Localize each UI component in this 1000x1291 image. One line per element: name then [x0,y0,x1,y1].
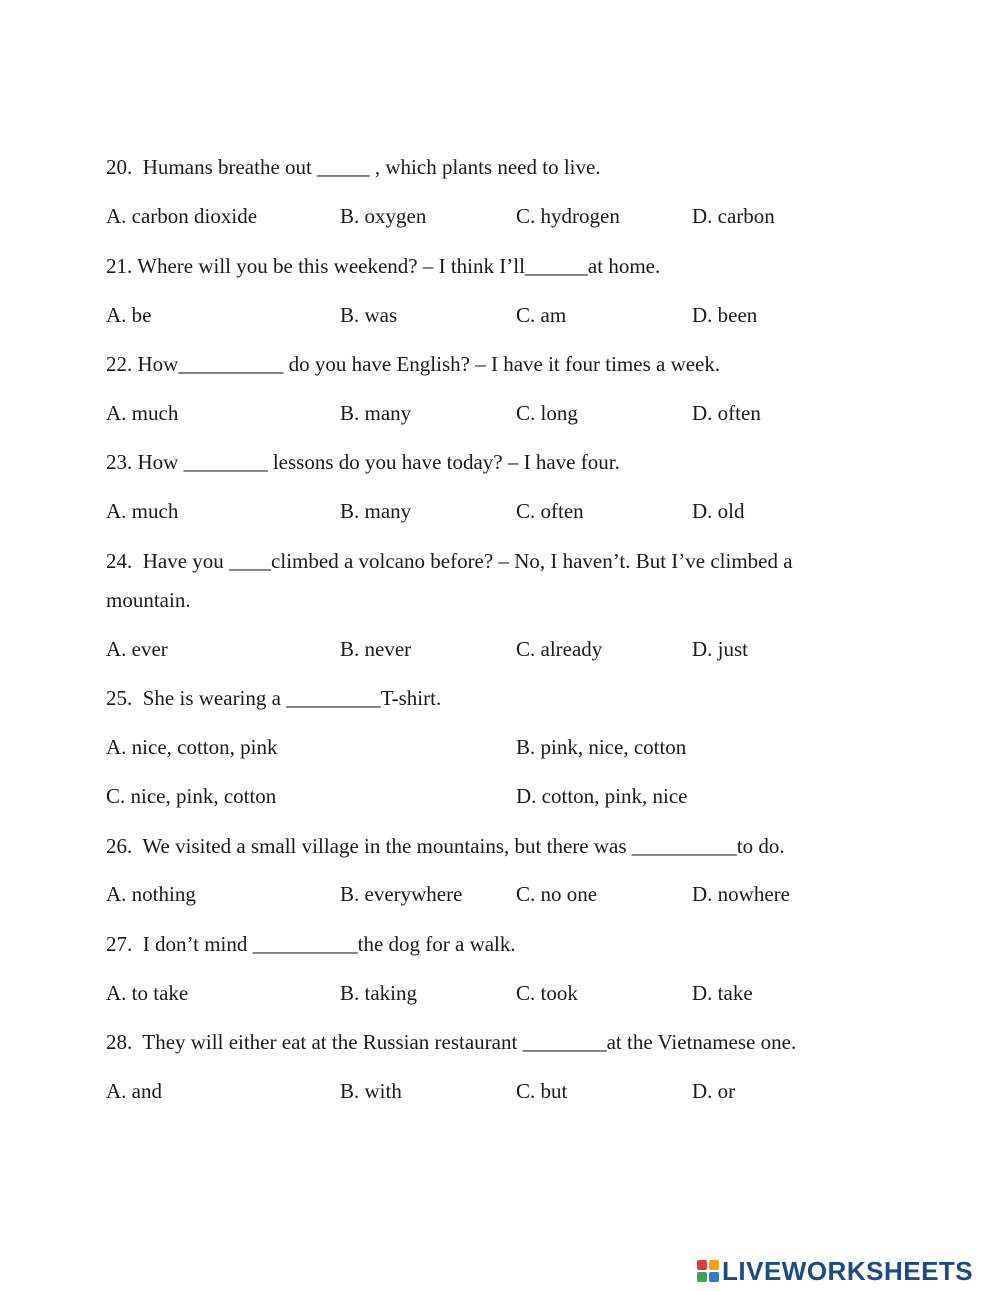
question-27-option-b[interactable]: B. taking [340,981,417,1005]
question-24-option-a[interactable]: A. ever [106,637,168,661]
question-27-option-a[interactable]: A. to take [106,981,189,1005]
question-28-option-c[interactable]: C. but [516,1079,568,1103]
question-27-stem: 27. I don’t mind __________the dog for a walk. [106,932,516,956]
question-21-option-a[interactable]: A. be [106,303,152,327]
question-26-stem: 26. We visited a small village in the mountains, but there was __________to do. [106,834,785,858]
question-26-option-b[interactable]: B. everywhere [340,882,463,906]
question-20-option-b[interactable]: B. oxygen [340,204,427,228]
question-23-stem: 23. How ________ lessons do you have today? – I have four. [106,450,620,474]
question-20-option-a[interactable]: A. carbon dioxide [106,204,258,228]
question-22-option-a[interactable]: A. much [106,401,179,425]
question-23-option-d[interactable]: D. old [692,499,745,523]
question-21-option-d[interactable]: D. been [692,303,758,327]
question-26-option-d[interactable]: D. nowhere [692,882,790,906]
question-28-option-a[interactable]: A. and [106,1079,162,1103]
question-23-option-a[interactable]: A. much [106,499,179,523]
question-25-option-d[interactable]: D. cotton, pink, nice [516,784,688,808]
question-24-option-c[interactable]: C. already [516,637,603,661]
question-20-option-c[interactable]: C. hydrogen [516,204,620,228]
question-24-stem: 24. Have you ____climbed a volcano before? – No, I haven’t. But I’ve climbed a [106,549,793,573]
question-28-option-b[interactable]: B. with [340,1079,402,1103]
question-24-option-d[interactable]: D. just [692,637,749,661]
question-25-option-c[interactable]: C. nice, pink, cotton [106,784,277,808]
logo-block-orange [709,1260,719,1270]
question-27-option-d[interactable]: D. take [692,981,753,1005]
logo-blocks-icon [697,1260,719,1282]
question-28-stem: 28. They will either eat at the Russian restaurant ________at the Vietnamese one. [106,1030,797,1054]
question-23-option-c[interactable]: C. often [516,499,584,523]
question-24-stem-continued: mountain. [106,588,191,612]
logo-block-blue [709,1272,719,1282]
liveworksheets-logo [697,1256,973,1286]
question-20-stem: 20. Humans breathe out _____ , which plants need to live. [106,155,601,179]
logo-block-red [697,1260,707,1270]
question-27-option-c[interactable]: C. took [516,981,578,1005]
question-21-option-b[interactable]: B. was [340,303,398,327]
question-22-option-d[interactable]: D. often [692,401,761,425]
logo-text: LIVEWORKSHEETS [722,1255,974,1286]
question-25-option-b[interactable]: B. pink, nice, cotton [516,735,687,759]
question-22-option-b[interactable]: B. many [340,401,412,425]
question-21-option-c[interactable]: C. am [516,303,567,327]
question-22-option-c[interactable]: C. long [516,401,578,425]
question-22-stem: 22. How__________ do you have English? – I have it four times a week. [106,352,721,376]
logo-block-green [697,1272,707,1282]
question-28-option-d[interactable]: D. or [692,1079,736,1103]
question-21-stem: 21. Where will you be this weekend? – I think I’ll______at home. [106,254,661,278]
question-25-stem: 25. She is wearing a _________T-shirt. [106,686,442,710]
question-25-option-a[interactable]: A. nice, cotton, pink [106,735,278,759]
question-24-option-b[interactable]: B. never [340,637,412,661]
question-26-option-c[interactable]: C. no one [516,882,598,906]
question-26-option-a[interactable]: A. nothing [106,882,196,906]
question-23-option-b[interactable]: B. many [340,499,412,523]
question-20-option-d[interactable]: D. carbon [692,204,775,228]
